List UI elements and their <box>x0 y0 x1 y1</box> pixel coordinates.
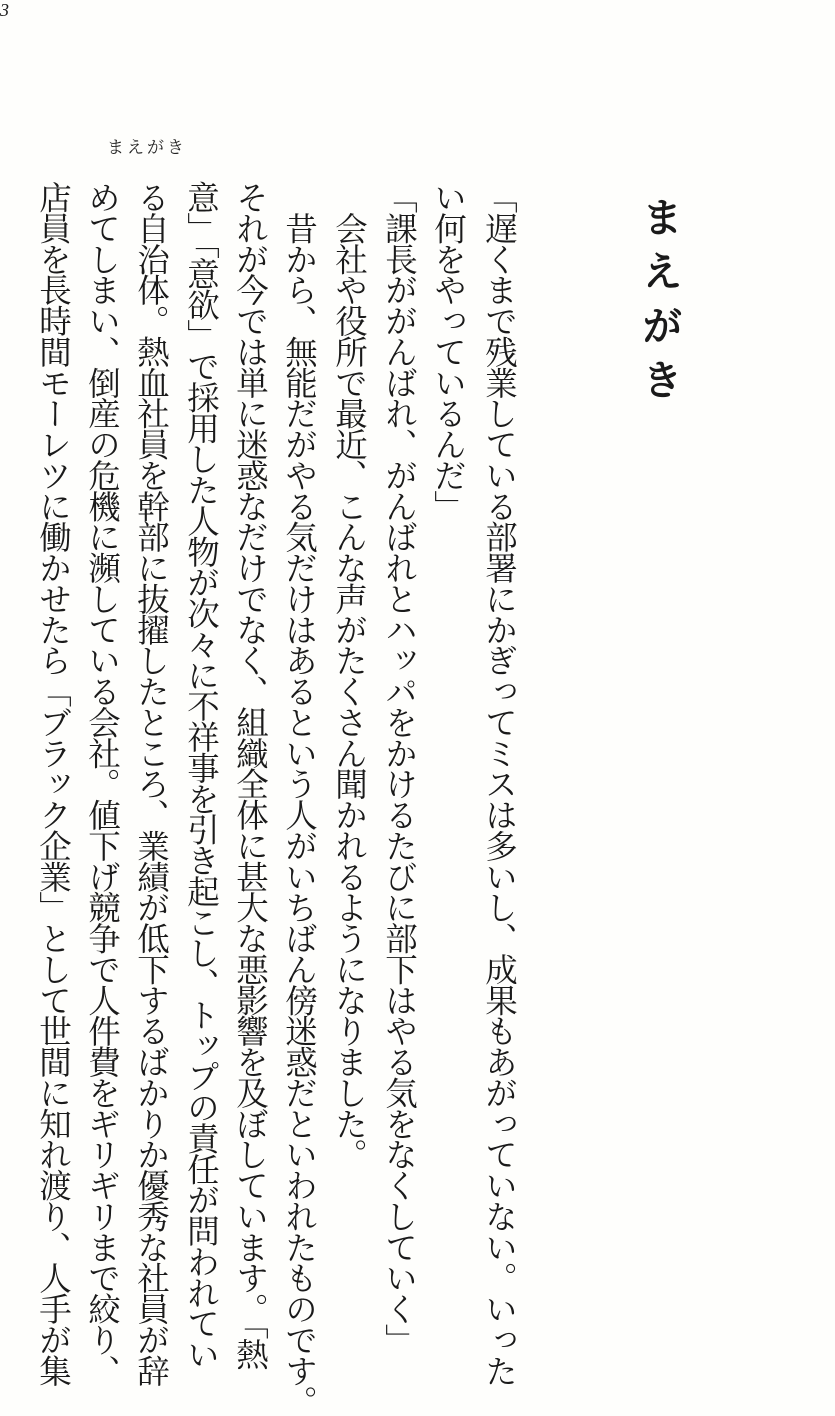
body-line-4: 会社や役所で最近、こんな声がたくさん聞かれるようになりました。 <box>330 181 369 1169</box>
body-line-5: 昔から、無能だがやる気だけはあるという人がいちばん傍迷惑だといわれたものです。 <box>280 181 319 1416</box>
body-line-8: る自治体。熱血社員を幹部に抜擢したところ、業績が低下するばかりか優秀な社員が辞 <box>132 181 171 1386</box>
body-line-9: めてしまい、倒産の危機に瀕している会社。値下げ競争で人件費をギリギリまで絞り、 <box>83 181 122 1386</box>
page-number: 3 <box>0 0 9 20</box>
body-line-2: い何をやっているんだ」 <box>429 181 468 521</box>
chapter-title: まえがき <box>635 196 683 413</box>
running-head: まえがき <box>107 138 187 158</box>
body-line-7: 意」「意欲」で採用した人物が次々に不祥事を引き起こし、トップの責任が問われてい <box>182 181 221 1369</box>
body-line-3: 「課長ががんばれ、がんばれとハッパをかけるたびに部下はやる気をなくしていく」 <box>380 181 419 1355</box>
body-line-6: それが今では単に迷惑なだけでなく、組織全体に甚大な悪影響を及ぼしています。「熱 <box>231 181 270 1369</box>
body-line-1: 「遅くまで残業している部署にかぎってミスは多いし、成果もあがっていない。いった <box>480 181 519 1386</box>
body-line-10: 店員を長時間モーレツに働かせたら「ブラック企業」として世間に知れ渡り、人手が集 <box>34 181 73 1386</box>
